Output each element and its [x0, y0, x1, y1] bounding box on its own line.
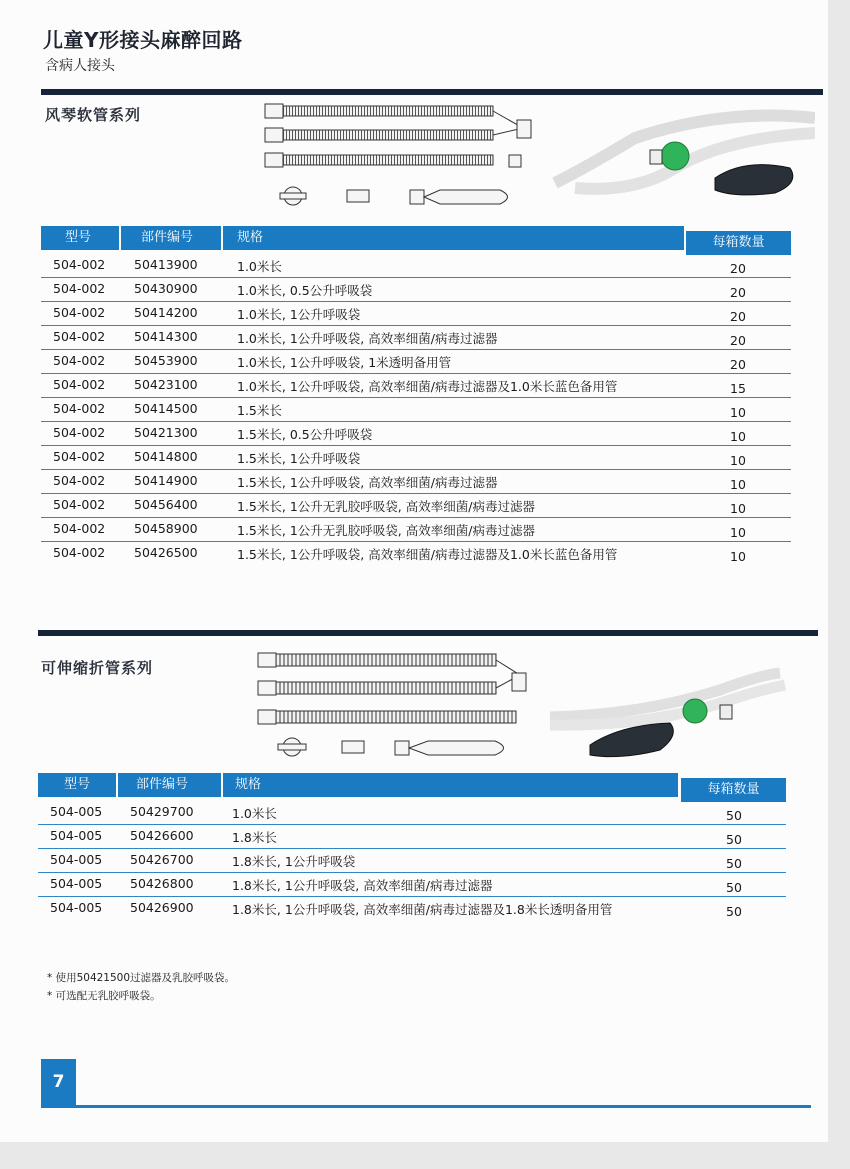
- cell-qty: 15: [730, 381, 746, 396]
- col-header-spec: 规格: [223, 773, 678, 797]
- cell-part-number: 50423100: [134, 377, 198, 392]
- table-row: [38, 801, 786, 825]
- cell-spec: 1.0米长, 0.5公升呼吸袋: [237, 283, 373, 298]
- cell-spec: 1.0米长: [237, 259, 282, 274]
- cell-qty: 10: [730, 477, 746, 492]
- section-rule: [38, 630, 818, 636]
- cell-part-number: 50414900: [134, 473, 198, 488]
- cell-qty: 50: [726, 856, 742, 871]
- cell-model: 504-002: [53, 425, 106, 440]
- cell-part-number: 50426800: [130, 876, 194, 891]
- cell-part-number: 50426700: [130, 852, 194, 867]
- cell-part-number: 50414500: [134, 401, 198, 416]
- table-row: [41, 278, 791, 302]
- cell-qty: 50: [726, 904, 742, 919]
- table-row: [38, 825, 786, 849]
- cell-spec: 1.0米长: [232, 806, 277, 821]
- top-rule: [41, 89, 823, 95]
- cell-spec: 1.8米长, 1公升呼吸袋: [232, 854, 356, 869]
- cell-qty: 10: [730, 429, 746, 444]
- table-row: [41, 398, 791, 422]
- footnote: * 可选配无乳胶呼吸袋。: [47, 990, 161, 1002]
- table-row: [38, 849, 786, 873]
- cell-spec: 1.0米长, 1公升呼吸袋, 1米透明备用管: [237, 355, 452, 370]
- page-subtitle: 含病人接头: [45, 58, 115, 74]
- cell-model: 504-002: [53, 377, 106, 392]
- cell-model: 504-005: [50, 900, 103, 915]
- cell-qty: 10: [730, 501, 746, 516]
- table-row: [41, 422, 791, 446]
- cell-qty: 10: [730, 453, 746, 468]
- table-body-bellows: [41, 254, 791, 566]
- cell-model: 504-002: [53, 353, 106, 368]
- section-title-bellows: 风琴软管系列: [45, 106, 142, 124]
- table-row: [41, 494, 791, 518]
- table-row: [41, 446, 791, 470]
- cell-model: 504-002: [53, 281, 106, 296]
- cell-part-number: 50426900: [130, 900, 194, 915]
- col-header-part-number: 部件编号: [118, 773, 221, 797]
- cell-spec: 1.5米长, 1公升呼吸袋, 高效率细菌/病毒过滤器及1.0米长蓝色备用管: [237, 547, 618, 562]
- page-number: 7: [41, 1059, 76, 1105]
- col-header-model: 型号: [38, 773, 116, 797]
- cell-spec: 1.5米长, 1公升无乳胶呼吸袋, 高效率细菌/病毒过滤器: [237, 523, 535, 538]
- product-illustration-bellows: [255, 98, 815, 218]
- table-row: [38, 873, 786, 897]
- footer-rule: [41, 1105, 811, 1108]
- cell-part-number: 50414300: [134, 329, 198, 344]
- cell-part-number: 50426600: [130, 828, 194, 843]
- cell-qty: 10: [730, 525, 746, 540]
- cell-model: 504-002: [53, 473, 106, 488]
- col-header-part-number: 部件编号: [121, 226, 221, 250]
- table-row: [41, 470, 791, 494]
- table-row: [41, 326, 791, 350]
- cell-part-number: 50456400: [134, 497, 198, 512]
- cell-model: 504-002: [53, 305, 106, 320]
- cell-spec: 1.8米长, 1公升呼吸袋, 高效率细菌/病毒过滤器及1.8米长透明备用管: [232, 902, 613, 917]
- cell-spec: 1.5米长: [237, 403, 282, 418]
- table-header-telescopic: [38, 773, 786, 797]
- table-row: [38, 897, 786, 921]
- cell-part-number: 50458900: [134, 521, 198, 536]
- cell-model: 504-005: [50, 828, 103, 843]
- cell-part-number: 50430900: [134, 281, 198, 296]
- cell-spec: 1.5米长, 1公升无乳胶呼吸袋, 高效率细菌/病毒过滤器: [237, 499, 535, 514]
- cell-qty: 20: [730, 309, 746, 324]
- cell-qty: 50: [726, 880, 742, 895]
- cell-spec: 1.5米长, 1公升呼吸袋, 高效率细菌/病毒过滤器: [237, 475, 498, 490]
- cell-qty: 20: [730, 285, 746, 300]
- cell-model: 504-005: [50, 804, 103, 819]
- cell-model: 504-005: [50, 876, 103, 891]
- cell-qty: 20: [730, 261, 746, 276]
- cell-part-number: 50421300: [134, 425, 198, 440]
- cell-model: 504-002: [53, 449, 106, 464]
- cell-qty: 50: [726, 832, 742, 847]
- cell-model: 504-002: [53, 521, 106, 536]
- cell-part-number: 50414800: [134, 449, 198, 464]
- cell-qty: 20: [730, 357, 746, 372]
- table-body-telescopic: [38, 801, 786, 921]
- cell-part-number: 50453900: [134, 353, 198, 368]
- table-row: [41, 518, 791, 542]
- cell-spec: 1.5米长, 0.5公升呼吸袋: [237, 427, 373, 442]
- cell-qty: 50: [726, 808, 742, 823]
- cell-part-number: 50429700: [130, 804, 194, 819]
- cell-part-number: 50426500: [134, 545, 198, 560]
- cell-model: 504-005: [50, 852, 103, 867]
- cell-model: 504-002: [53, 545, 106, 560]
- cell-spec: 1.0米长, 1公升呼吸袋, 高效率细菌/病毒过滤器: [237, 331, 498, 346]
- section-title-telescopic: 可伸缩折管系列: [41, 659, 154, 677]
- cell-spec: 1.0米长, 1公升呼吸袋: [237, 307, 361, 322]
- cell-spec: 1.0米长, 1公升呼吸袋, 高效率细菌/病毒过滤器及1.0米长蓝色备用管: [237, 379, 618, 394]
- product-illustration-telescopic: [250, 645, 810, 770]
- footnote: * 使用50421500过滤器及乳胶呼吸袋。: [47, 972, 236, 984]
- table-row: [41, 302, 791, 326]
- table-row: [41, 254, 791, 278]
- col-header-qty: 每箱数量: [686, 231, 791, 255]
- page-title: 儿童Y形接头麻醉回路: [43, 28, 243, 52]
- col-header-qty: 每箱数量: [681, 778, 786, 802]
- table-row: [41, 542, 791, 566]
- cell-spec: 1.8米长, 1公升呼吸袋, 高效率细菌/病毒过滤器: [232, 878, 493, 893]
- col-header-spec: 规格: [223, 226, 684, 250]
- cell-part-number: 50413900: [134, 257, 198, 272]
- cell-part-number: 50414200: [134, 305, 198, 320]
- cell-qty: 10: [730, 549, 746, 564]
- table-header-bellows: [41, 226, 791, 250]
- col-header-model: 型号: [41, 226, 119, 250]
- cell-qty: 10: [730, 405, 746, 420]
- cell-model: 504-002: [53, 329, 106, 344]
- cell-spec: 1.8米长: [232, 830, 277, 845]
- cell-model: 504-002: [53, 257, 106, 272]
- cell-spec: 1.5米长, 1公升呼吸袋: [237, 451, 361, 466]
- cell-qty: 20: [730, 333, 746, 348]
- table-row: [41, 374, 791, 398]
- table-row: [41, 350, 791, 374]
- cell-model: 504-002: [53, 497, 106, 512]
- cell-model: 504-002: [53, 401, 106, 416]
